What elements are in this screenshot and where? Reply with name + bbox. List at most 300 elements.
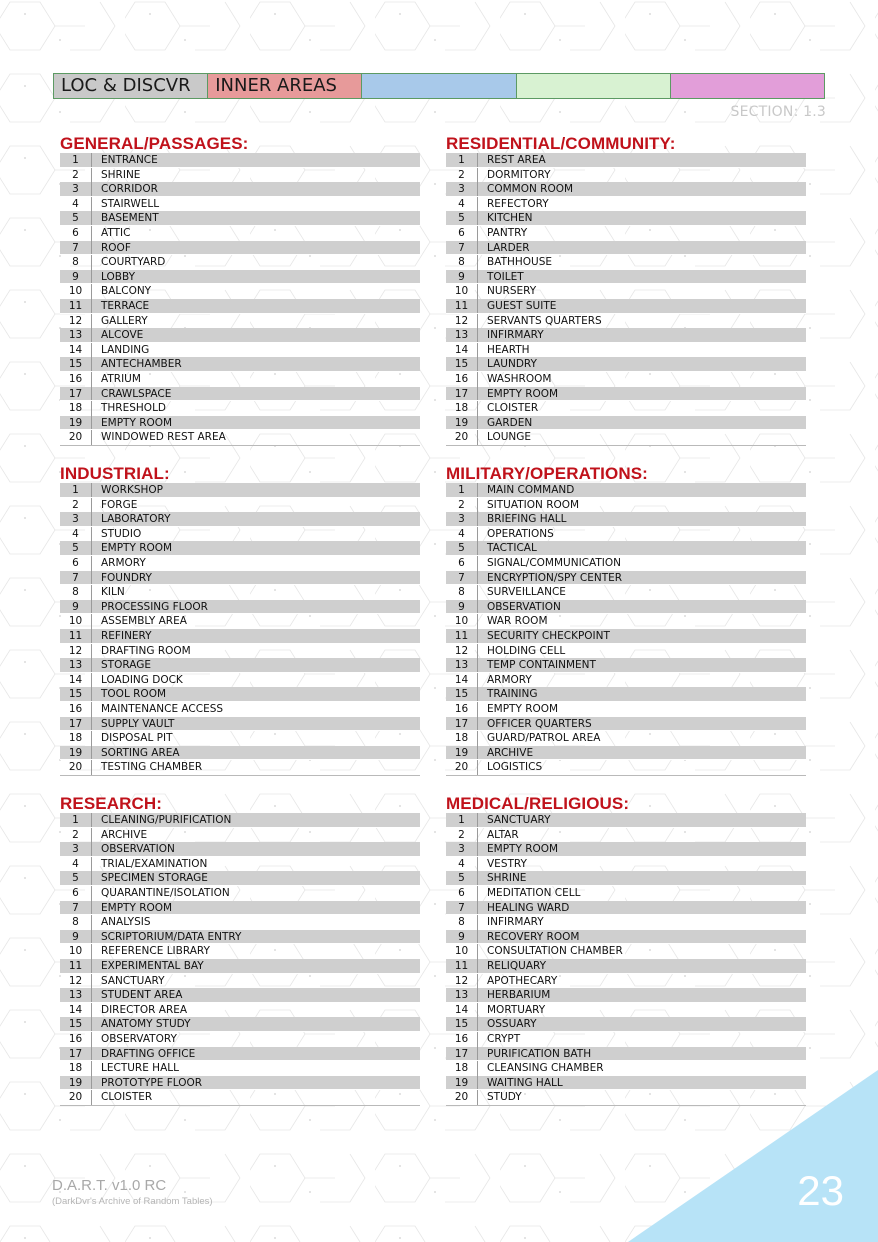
table-body [446,813,806,1106]
row-number: 1 [446,483,478,497]
row-number: 17 [446,387,478,401]
row-number: 12 [446,974,478,989]
row-label: DIRECTOR AREA [101,1003,188,1016]
table-row [446,387,806,402]
table-row [60,731,420,746]
row-number: 2 [60,828,92,843]
row-label: ARMORY [101,556,146,569]
row-number: 1 [446,153,478,167]
row-number: 9 [60,600,92,614]
table-heading: GENERAL/PASSAGES: [60,134,249,153]
table-row [60,314,420,329]
row-label: PROCESSING FLOOR [101,600,208,613]
section-label: SECTION: 1.3 [730,104,826,120]
row-number: 10 [446,614,478,629]
row-number: 20 [446,760,478,775]
row-number: 10 [60,944,92,959]
row-number: 8 [60,585,92,600]
tab-green[interactable] [517,74,671,98]
row-number: 1 [60,813,92,827]
row-label: REFINERY [101,629,152,642]
table-row [446,1061,806,1076]
row-label: COMMON ROOM [487,183,574,196]
row-number: 5 [60,211,92,225]
table-heading: RESEARCH: [60,794,162,813]
row-number: 17 [446,717,478,731]
row-number: 9 [60,270,92,284]
row-label: ROOF [101,241,131,254]
row-number: 7 [60,901,92,915]
row-label: PANTRY [487,226,528,239]
table-row [60,512,420,527]
row-number: 16 [446,1032,478,1047]
row-label: SCRIPTORIUM/DATA ENTRY [101,930,242,943]
row-label: GUEST SUITE [487,299,557,312]
row-number: 12 [60,644,92,659]
table-row [60,1017,420,1032]
row-label: SORTING AREA [101,746,180,759]
row-label: EMPTY ROOM [487,387,559,400]
table-row [446,687,806,702]
row-number: 20 [60,1090,92,1105]
row-number: 6 [446,226,478,241]
row-label: KILN [101,586,125,599]
row-label: ALCOVE [101,329,144,342]
row-number: 20 [60,760,92,775]
table-row [60,571,420,586]
table-row [446,731,806,746]
row-label: CRAWLSPACE [101,387,172,400]
row-label: ARMORY [487,673,532,686]
row-number: 18 [60,401,92,416]
table-row [446,372,806,387]
table-row [60,211,420,226]
table-row [60,600,420,615]
row-number: 2 [446,498,478,513]
table-row [446,571,806,586]
row-label: NURSERY [487,285,537,298]
row-label: SUPPLY VAULT [101,717,175,730]
table-row [60,988,420,1003]
row-label: MORTUARY [487,1003,546,1016]
row-number: 12 [446,314,478,329]
table-row [446,944,806,959]
table-row [60,270,420,285]
table-residential-community [446,135,806,446]
row-label: OBSERVATION [487,600,561,613]
table-row [60,416,420,431]
table-body [446,153,806,446]
row-label: KITCHEN [487,212,533,225]
row-number: 17 [60,387,92,401]
table-row [446,717,806,732]
row-label: EMPTY ROOM [101,901,173,914]
row-label: DRAFTING OFFICE [101,1047,196,1060]
table-row [446,974,806,989]
row-label: BATHHOUSE [487,256,553,269]
table-row [446,658,806,673]
row-number: 15 [446,687,478,701]
row-number: 11 [60,959,92,973]
row-label: ASSEMBLY AREA [101,615,187,628]
row-number: 17 [446,1047,478,1061]
table-row [446,959,806,974]
row-number: 13 [60,328,92,342]
row-label: LOUNGE [487,431,532,444]
row-number: 8 [60,915,92,930]
table-row [446,644,806,659]
row-label: BASEMENT [101,212,159,225]
table-row [60,182,420,197]
row-number: 6 [60,886,92,901]
row-number: 3 [446,182,478,196]
row-label: CONSULTATION CHAMBER [487,945,623,958]
row-number: 14 [60,343,92,358]
row-number: 20 [60,430,92,445]
table-row [60,556,420,571]
row-label: MAIN COMMAND [487,484,575,496]
row-number: 1 [60,153,92,167]
table-row [60,299,420,314]
row-number: 11 [60,629,92,643]
table-row [446,629,806,644]
row-label: VESTRY [487,857,527,870]
table-row [60,284,420,299]
row-label: ANALYSIS [101,916,151,929]
row-label: STUDIO [101,527,142,540]
table-row [60,343,420,358]
table-row [446,813,806,828]
table-row [446,211,806,226]
row-label: EXPERIMENTAL BAY [101,959,204,972]
table-row [446,299,806,314]
row-number: 9 [446,270,478,284]
table-row [60,842,420,857]
row-number: 9 [446,930,478,944]
row-number: 13 [60,988,92,1002]
table-row [60,1047,420,1062]
table-row [60,644,420,659]
tab-pink[interactable] [671,74,824,98]
row-number: 13 [446,328,478,342]
table-row [60,760,420,775]
row-number: 19 [60,746,92,760]
table-heading: RESIDENTIAL/COMMUNITY: [446,134,676,153]
row-label: FORGE [101,498,138,511]
row-number: 15 [60,1017,92,1031]
row-label: ATTIC [101,226,131,239]
row-label: TRAINING [487,688,538,701]
row-number: 17 [60,1047,92,1061]
row-label: APOTHECARY [487,974,558,987]
table-row [446,541,806,556]
table-row [60,197,420,212]
row-number: 3 [60,182,92,196]
table-row [60,974,420,989]
row-label: LABORATORY [101,513,171,526]
table-row [60,658,420,673]
table-row [446,600,806,615]
table-row [60,585,420,600]
table-row [446,182,806,197]
row-label: CLEANING/PURIFICATION [101,814,232,826]
row-label: TEMP CONTAINMENT [487,659,596,672]
table-military-operations [446,465,806,776]
row-number: 16 [60,372,92,387]
row-number: 16 [60,702,92,717]
row-number: 3 [60,842,92,856]
table-row [446,915,806,930]
row-number: 14 [60,673,92,688]
table-row [60,430,420,445]
row-number: 19 [60,416,92,430]
table-row [446,197,806,212]
row-number: 15 [446,357,478,371]
row-label: LOBBY [101,270,135,283]
row-label: WINDOWED REST AREA [101,431,226,444]
row-number: 7 [60,241,92,255]
table-row [446,673,806,688]
row-label: GUARD/PATROL AREA [487,732,601,745]
row-number: 5 [446,871,478,885]
row-number: 15 [60,357,92,371]
row-label: LECTURE HALL [101,1062,179,1075]
table-row [60,702,420,717]
table-row [60,1003,420,1018]
row-number: 11 [446,299,478,313]
row-label: REFECTORY [487,197,549,210]
footer-title: D.A.R.T. v1.0 RC [52,1177,167,1194]
row-number: 19 [446,746,478,760]
row-label: SHRINE [101,168,141,181]
row-label: EMPTY ROOM [487,843,559,856]
row-number: 14 [60,1003,92,1018]
row-label: LAUNDRY [487,358,537,371]
table-row [60,901,420,916]
row-number: 20 [446,430,478,445]
row-number: 4 [446,527,478,542]
row-label: TOOL ROOM [101,688,167,701]
table-row [60,944,420,959]
table-row [446,430,806,445]
row-label: ENCRYPTION/SPY CENTER [487,571,623,584]
row-label: SURVEILLANCE [487,586,566,599]
table-row [446,901,806,916]
row-label: PURIFICATION BATH [487,1047,592,1060]
row-number: 2 [60,498,92,513]
row-number: 18 [446,401,478,416]
row-label: SERVANTS QUARTERS [487,314,602,327]
table-row [446,357,806,372]
table-row [60,241,420,256]
row-number: 18 [60,1061,92,1076]
row-label: PROTOTYPE FLOOR [101,1076,203,1089]
table-row [60,673,420,688]
table-row [60,1076,420,1091]
table-row [60,614,420,629]
row-number: 10 [446,944,478,959]
row-number: 8 [446,255,478,270]
row-number: 4 [60,527,92,542]
table-row [60,930,420,945]
table-row [60,828,420,843]
row-label: OBSERVATORY [101,1032,177,1045]
row-label: CLOISTER [487,402,539,415]
table-row [60,1090,420,1105]
table-heading: MILITARY/OPERATIONS: [446,464,648,483]
table-row [446,842,806,857]
row-number: 19 [446,1076,478,1090]
row-label: SITUATION ROOM [487,498,580,511]
table-row [60,629,420,644]
row-number: 3 [60,512,92,526]
row-number: 8 [446,915,478,930]
table-row [60,387,420,402]
tab-loc-discvr[interactable]: LOC & DISCVR [54,74,208,98]
row-number: 20 [446,1090,478,1105]
row-label: TESTING CHAMBER [101,761,203,774]
row-label: EMPTY ROOM [487,702,559,715]
row-label: DISPOSAL PIT [101,732,173,745]
row-number: 19 [446,416,478,430]
table-row [60,357,420,372]
row-label: SIGNAL/COMMUNICATION [487,556,622,569]
table-row [446,416,806,431]
table-row [446,241,806,256]
row-number: 11 [446,629,478,643]
table-row [60,226,420,241]
row-number: 19 [60,1076,92,1090]
tab-inner-areas[interactable]: INNER AREAS [208,74,362,98]
row-number: 1 [446,813,478,827]
table-row [60,1061,420,1076]
table-row [446,284,806,299]
row-number: 16 [446,702,478,717]
row-number: 11 [446,959,478,973]
row-label: RECOVERY ROOM [487,930,580,943]
row-label: WORKSHOP [101,484,163,496]
row-label: CLOISTER [101,1091,153,1104]
row-label: SANCTUARY [487,814,551,826]
row-number: 5 [60,541,92,555]
row-label: LARDER [487,241,530,254]
row-number: 18 [446,731,478,746]
row-number: 16 [446,372,478,387]
table-row [446,556,806,571]
table-row [446,512,806,527]
table-row [446,1047,806,1062]
row-number: 12 [60,974,92,989]
table-general-passages [60,135,420,446]
row-label: ATRIUM [101,372,141,385]
row-number: 2 [60,168,92,183]
table-row [446,1032,806,1047]
page-number: 23 [797,1167,844,1214]
table-body [60,153,420,446]
row-label: MAINTENANCE ACCESS [101,702,224,715]
table-row [60,687,420,702]
row-label: REST AREA [487,154,546,166]
row-number: 11 [60,299,92,313]
row-number: 4 [60,857,92,872]
table-row [60,168,420,183]
table-row [446,746,806,761]
table-row [60,527,420,542]
row-label: BRIEFING HALL [487,513,567,526]
table-row [446,1076,806,1091]
row-number: 8 [60,255,92,270]
table-row [60,886,420,901]
row-label: EMPTY ROOM [101,416,173,429]
row-label: CLEANSING CHAMBER [487,1062,604,1075]
table-industrial [60,465,420,776]
table-row [60,153,420,168]
row-number: 7 [446,571,478,585]
table-heading: INDUSTRIAL: [60,464,170,483]
row-label: RELIQUARY [487,959,547,972]
row-number: 14 [446,343,478,358]
row-label: OFFICER QUARTERS [487,717,592,730]
row-label: HEALING WARD [487,901,570,914]
row-label: ENTRANCE [101,154,158,166]
row-number: 9 [446,600,478,614]
tab-blue[interactable] [362,74,516,98]
row-label: ARCHIVE [487,746,534,759]
row-number: 4 [446,197,478,212]
row-label: CRYPT [487,1032,521,1045]
row-number: 7 [446,241,478,255]
table-row [446,871,806,886]
row-number: 10 [446,284,478,299]
table-medical-religious [446,795,806,1106]
row-number: 4 [60,197,92,212]
row-number: 14 [446,1003,478,1018]
row-label: WAR ROOM [487,615,548,628]
row-label: EMPTY ROOM [101,542,173,555]
row-number: 6 [446,556,478,571]
row-number: 13 [60,658,92,672]
row-label: HERBARIUM [487,989,551,1002]
table-row [60,959,420,974]
table-row [60,717,420,732]
row-label: TACTICAL [487,542,537,555]
table-body [60,483,420,776]
row-number: 10 [60,614,92,629]
table-body [446,483,806,776]
row-number: 15 [446,1017,478,1031]
row-label: INFIRMARY [487,916,544,929]
row-label: TERRACE [101,299,150,312]
row-label: HEARTH [487,343,530,356]
row-number: 4 [446,857,478,872]
table-row [446,1017,806,1032]
row-label: SECURITY CHECKPOINT [487,629,610,642]
table-row [60,328,420,343]
table-row [60,255,420,270]
row-number: 13 [446,658,478,672]
row-number: 7 [60,571,92,585]
row-label: OSSUARY [487,1018,537,1031]
table-row [446,988,806,1003]
row-number: 15 [60,687,92,701]
row-label: CORRIDOR [101,183,158,196]
table-row [446,760,806,775]
row-number: 9 [60,930,92,944]
row-label: OBSERVATION [101,843,175,856]
row-number: 8 [446,585,478,600]
row-label: HOLDING CELL [487,644,566,657]
table-row [446,1090,806,1105]
